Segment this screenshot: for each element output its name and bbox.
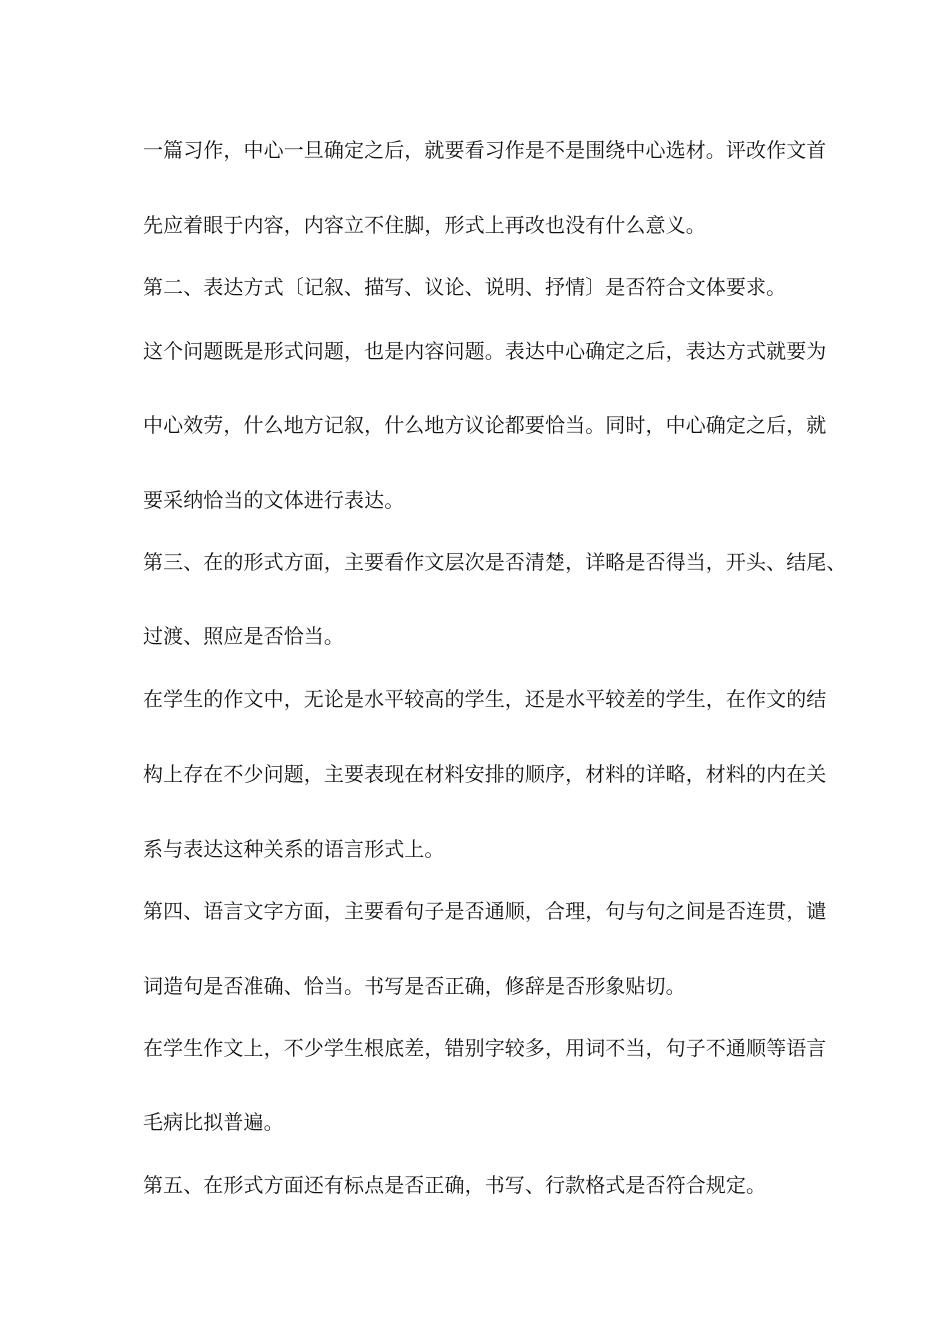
text-line: 词造句是否准确、恰当。书写是否正确，修辞是否形象贴切。	[143, 974, 686, 998]
text-line: 第三、在的形式方面，主要看作文层次是否清楚，详略是否得当，开头、结尾、	[143, 550, 847, 574]
text-line: 毛病比拟普遍。	[143, 1110, 284, 1134]
text-line: 先应着眼于内容，内容立不住脚，形式上再改也没有什么意义。	[143, 213, 706, 237]
text-line: 要采纳恰当的文体进行表达。	[143, 488, 405, 512]
text-line: 第五、在形式方面还有标点是否正确，书写、行款格式是否符合规定。	[143, 1173, 767, 1197]
text-line: 中心效劳，什么地方记叙，什么地方议论都要恰当。同时，中心确定之后，就	[143, 413, 827, 437]
text-line: 一篇习作，中心一旦确定之后，就要看习作是不是围绕中心选材。评改作文首	[143, 138, 827, 162]
text-line: 在学生的作文中，无论是水平较高的学生，还是水平较差的学生，在作文的结	[143, 687, 827, 711]
text-line: 在学生作文上，不少学生根底差，错别字较多，用词不当，句子不通顺等语言	[143, 1036, 827, 1060]
text-line: 第二、表达方式〔记叙、描写、议论、说明、抒情〕是否符合文体要求。	[143, 275, 787, 299]
text-line: 过渡、照应是否恰当。	[143, 624, 344, 648]
text-line: 构上存在不少问题，主要表现在材料安排的顺序，材料的详略，材料的内在关	[143, 762, 827, 786]
text-line: 系与表达这种关系的语言形式上。	[143, 837, 445, 861]
text-line: 第四、语言文字方面，主要看句子是否通顺，合理，句与句之间是否连贯，谴	[143, 899, 827, 923]
text-line: 这个问题既是形式问题，也是内容问题。表达中心确定之后，表达方式就要为	[143, 339, 827, 363]
